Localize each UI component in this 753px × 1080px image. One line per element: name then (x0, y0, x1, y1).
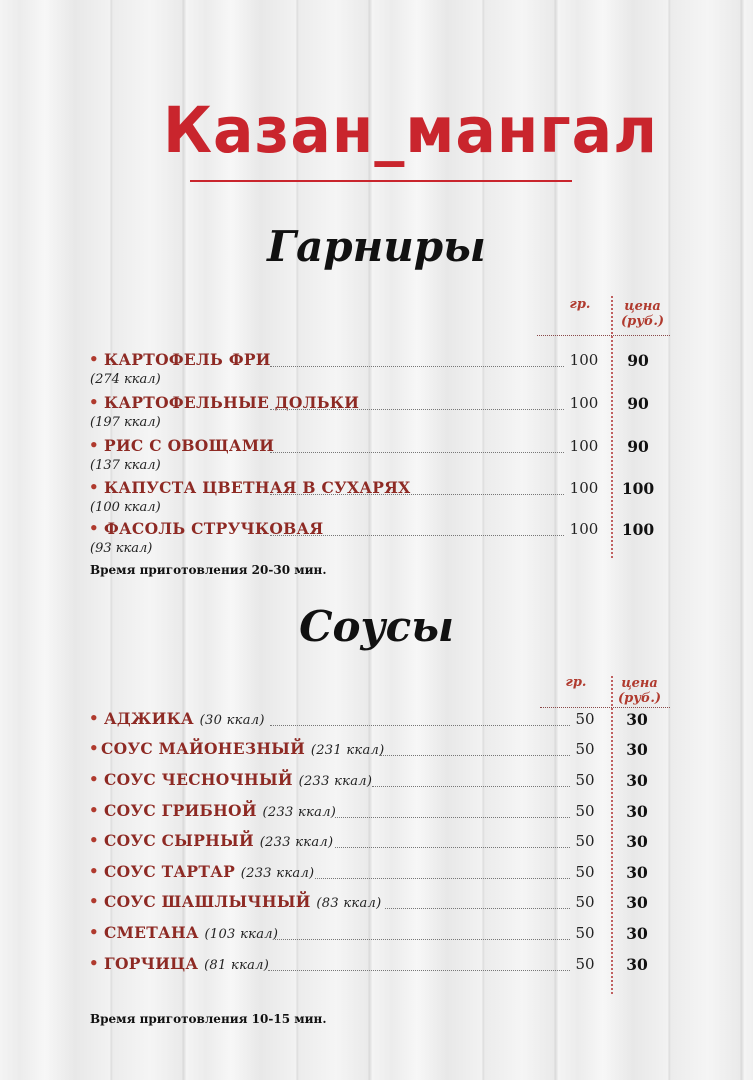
garnish-item-weight: 100 (569, 479, 599, 497)
sauce-item-kcal: (233 ккал) (259, 835, 334, 850)
garnish-item-weight: 100 (569, 394, 599, 412)
list-bullet: • (89, 862, 99, 880)
garnish-col-price (615, 299, 670, 329)
leader-dots (380, 755, 570, 756)
garnish-item-name: ФАСОЛЬ СТРУЧКОВАЯ (104, 519, 324, 538)
list-bullet: • (89, 519, 99, 537)
garnish-item-weight: 100 (569, 520, 599, 538)
garnish-col-price-unit: (руб.) (620, 314, 665, 329)
sauce-item-price: 30 (626, 924, 648, 943)
garnish-item-kcal: (274 ккал) (90, 372, 161, 387)
leader-dots (270, 366, 564, 367)
garnish-title: Гарниры (267, 222, 486, 271)
sauce-item-name: СОУС ШАШЛЫЧНЫЙ (104, 892, 311, 911)
list-bullet: • (89, 831, 99, 849)
garnish-col-price-label: цена (624, 299, 661, 314)
leader-dots (315, 878, 570, 879)
list-bullet: • (89, 709, 99, 727)
sauce-item-price: 30 (626, 740, 648, 759)
garnish-item-name: РИС С ОВОЩАМИ (104, 436, 275, 455)
leader-dots (335, 847, 570, 848)
sauces-col-gr: гр. (565, 675, 587, 690)
sauce-item (101, 739, 385, 758)
sauces-col-price (612, 676, 667, 706)
list-bullet: • (89, 770, 99, 788)
sauce-item-weight: 50 (575, 955, 595, 973)
sauce-item-weight: 50 (575, 740, 595, 758)
sauce-item-name: СОУС МАЙОНЕЗНЫЙ (101, 739, 306, 758)
garnish-item-price: 90 (627, 351, 649, 370)
garnish-item-kcal: (93 ккал) (90, 541, 153, 556)
sauces-header-rule (540, 707, 670, 708)
sauce-item-kcal: (30 ккал) (199, 713, 265, 728)
sauce-item (104, 709, 265, 728)
sauce-item-price: 30 (626, 893, 648, 912)
sauce-item-price: 30 (626, 802, 648, 821)
leader-dots (270, 494, 564, 495)
sauce-item-weight: 50 (575, 832, 595, 850)
leader-dots (268, 970, 570, 971)
sauce-item (104, 954, 269, 973)
list-bullet: • (89, 350, 99, 368)
leader-dots (335, 817, 570, 818)
sauce-item-price: 30 (626, 832, 648, 851)
sauce-item-weight: 50 (575, 710, 595, 728)
sauce-item (104, 862, 314, 881)
sauce-item-name: СОУС ГРИБНОЙ (104, 801, 257, 820)
list-bullet: • (89, 436, 99, 454)
leader-dots (270, 409, 564, 410)
garnish-item-weight: 100 (569, 437, 599, 455)
garnish-column-divider (611, 296, 613, 558)
sauce-item-kcal: (233 ккал) (240, 866, 315, 881)
sauce-item-kcal: (81 ккал) (204, 958, 270, 973)
sauce-item-name: СМЕТАНА (104, 923, 199, 942)
sauce-item (104, 801, 336, 820)
sauce-item-weight: 50 (575, 771, 595, 789)
list-bullet: • (89, 739, 99, 757)
sauce-item (104, 831, 333, 850)
sauce-item-weight: 50 (575, 924, 595, 942)
sauces-title: Соусы (299, 602, 454, 651)
sauce-item-weight: 50 (575, 802, 595, 820)
garnish-prep-note: Время приготовления 20-30 мин. (90, 563, 327, 577)
sauce-item-kcal: (231 ккал) (310, 743, 385, 758)
sauce-item-price: 30 (626, 710, 648, 729)
garnish-item-price: 100 (621, 520, 655, 539)
sauce-item-price: 30 (626, 955, 648, 974)
leader-dots (270, 725, 570, 726)
sauce-item-name: СОУС ЧЕСНОЧНЫЙ (104, 770, 293, 789)
sauce-item-name: СОУС ТАРТАР (104, 862, 236, 881)
leader-dots (270, 452, 564, 453)
garnish-item-price: 100 (621, 479, 655, 498)
leader-dots (275, 939, 570, 940)
list-bullet: • (89, 954, 99, 972)
leader-dots (385, 908, 570, 909)
garnish-item-kcal: (100 ккал) (90, 500, 161, 515)
sauce-item-name: СОУС СЫРНЫЙ (104, 831, 254, 850)
garnish-col-gr: гр. (569, 297, 591, 312)
leader-dots (270, 535, 564, 536)
sauces-col-price-label: цена (621, 676, 658, 691)
garnish-item-weight: 100 (569, 351, 599, 369)
list-bullet: • (89, 393, 99, 411)
sauce-item-kcal: (83 ккал) (316, 896, 382, 911)
leader-dots (372, 786, 570, 787)
garnish-item-kcal: (137 ккал) (90, 458, 161, 473)
list-bullet: • (89, 478, 99, 496)
sauce-item-kcal: (233 ккал) (262, 805, 337, 820)
garnish-item-kcal: (197 ккал) (90, 415, 161, 430)
sauce-item (104, 770, 372, 789)
garnish-item-price: 90 (627, 394, 649, 413)
list-bullet: • (89, 801, 99, 819)
garnish-item-name: КАПУСТА ЦВЕТНАЯ В СУХАРЯХ (104, 478, 411, 497)
sauce-item-name: АДЖИКА (104, 709, 194, 728)
sauces-prep-note: Время приготовления 10-15 мин. (90, 1012, 327, 1026)
sauce-item (104, 923, 278, 942)
list-bullet: • (89, 892, 99, 910)
sauce-item-kcal: (233 ккал) (298, 774, 373, 789)
sauce-item (104, 892, 381, 911)
brand-logo: Казан_мангал (163, 94, 659, 168)
garnish-item-price: 90 (627, 437, 649, 456)
brand-underline (190, 180, 572, 182)
sauce-item-kcal: (103 ккал) (204, 927, 279, 942)
garnish-item-name: КАРТОФЕЛЬ ФРИ (104, 350, 271, 369)
sauce-item-weight: 50 (575, 893, 595, 911)
garnish-header-rule (537, 335, 670, 336)
sauces-col-price-unit: (руб.) (617, 691, 662, 706)
sauce-item-name: ГОРЧИЦА (104, 954, 199, 973)
sauce-item-price: 30 (626, 863, 648, 882)
list-bullet: • (89, 923, 99, 941)
garnish-item-name: КАРТОФЕЛЬНЫЕ ДОЛЬКИ (104, 393, 360, 412)
sauce-item-weight: 50 (575, 863, 595, 881)
sauce-item-price: 30 (626, 771, 648, 790)
